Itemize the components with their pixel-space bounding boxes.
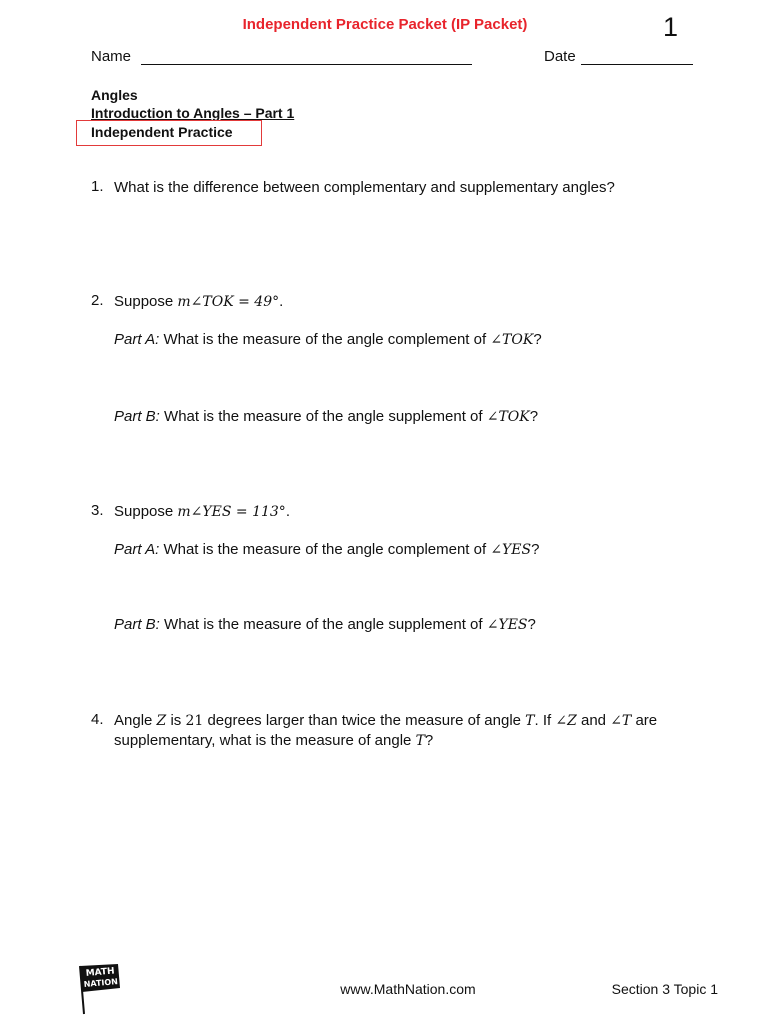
logo-text-nation: NATION: [83, 977, 119, 989]
question-3-part-a: Part A: What is the measure of the angle complement of ∠YES?: [114, 541, 540, 558]
q4-text-4: . If: [534, 712, 552, 729]
q4-text-5: and: [581, 712, 607, 729]
section-heading: Independent Practice: [91, 124, 233, 140]
q4-var-t-2: T: [415, 733, 425, 749]
part-b-text: What is the measure of the angle supplement of: [164, 616, 483, 633]
question-2-number: 2.: [91, 292, 104, 309]
part-b-label: Part B:: [114, 616, 160, 633]
topic-heading: Angles: [91, 87, 138, 103]
question-3-given-math: m∠YES = 113°: [177, 504, 286, 520]
footer-section: Section 3 Topic 1: [611, 981, 718, 997]
logo-text-math: MATH: [85, 966, 116, 979]
date-label: Date: [544, 48, 576, 65]
question-3-number: 3.: [91, 502, 104, 519]
packet-title: Independent Practice Packet (IP Packet): [242, 16, 528, 33]
q4-var-t: T: [525, 713, 535, 729]
part-a-label: Part A:: [114, 331, 160, 348]
subtopic-heading: Introduction to Angles – Part 1: [91, 105, 295, 121]
part-b-angle: ∠TOK: [486, 409, 530, 425]
part-a-angle: ∠YES: [490, 542, 532, 558]
date-line[interactable]: [581, 64, 693, 65]
part-a-text: What is the measure of the angle complement of: [163, 541, 487, 558]
q4-angle-t: ∠T: [610, 713, 632, 729]
q4-angle-z: ∠Z: [555, 713, 577, 729]
q4-text-1: Angle: [114, 712, 153, 729]
footer-url[interactable]: www.MathNation.com: [340, 981, 476, 997]
question-2-given-math: m∠TOK = 49°: [177, 294, 280, 310]
question-2-given: Suppose m∠TOK = 49°.: [114, 293, 284, 310]
question-2-part-b: Part B: What is the measure of the angle supplement of ∠TOK?: [114, 408, 539, 425]
q4-text-6: are: [635, 712, 658, 729]
part-b-label: Part B:: [114, 408, 160, 425]
page-number: 1: [662, 12, 678, 42]
question-4-number: 4.: [91, 711, 104, 728]
part-b-angle: ∠YES: [486, 617, 528, 633]
question-3-given: Suppose m∠YES = 113°.: [114, 503, 290, 520]
q4-text-3: degrees larger than twice the measure of angle: [207, 712, 521, 729]
q4-text-8: ?: [424, 732, 434, 749]
name-line[interactable]: [141, 64, 472, 65]
question-4-text: [114, 711, 714, 751]
q4-number-21: 21: [185, 713, 204, 729]
part-a-label: Part A:: [114, 541, 160, 558]
part-a-text: What is the measure of the angle complement of: [163, 331, 487, 348]
question-3-part-b: Part B: What is the measure of the angle supplement of ∠YES?: [114, 616, 536, 633]
question-3-intro: Suppose: [114, 503, 174, 520]
question-2-part-a: Part A: What is the measure of the angle complement of ∠TOK?: [114, 331, 542, 348]
q4-var-z: Z: [156, 713, 167, 729]
question-1-number: 1.: [91, 178, 104, 195]
name-label: Name: [91, 48, 132, 65]
question-2-intro: Suppose: [114, 293, 174, 310]
part-a-angle: ∠TOK: [490, 332, 534, 348]
part-b-text: What is the measure of the angle supplement of: [164, 408, 483, 425]
q4-text-7: supplementary, what is the measure of angle: [114, 732, 412, 749]
q4-text-2: is: [170, 712, 182, 729]
question-1-text: What is the difference between complementary and supplementary angles?: [114, 179, 615, 196]
